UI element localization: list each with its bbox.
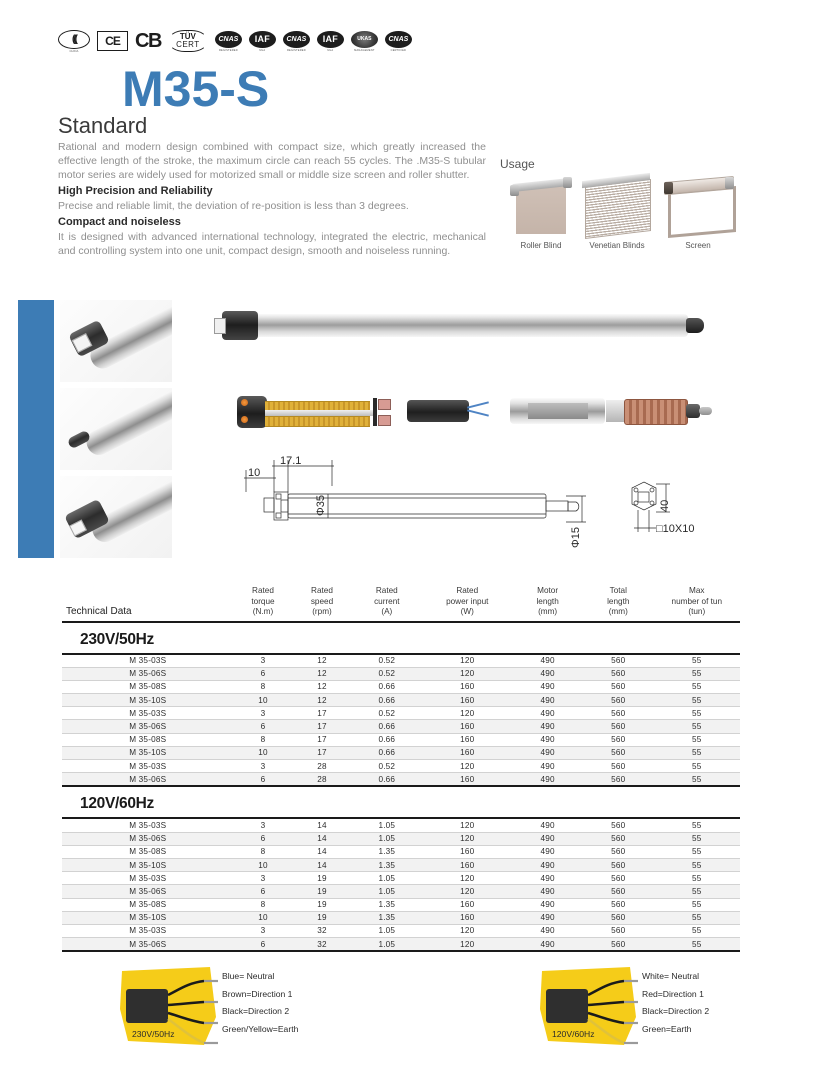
table-cell-turns: 55 — [654, 832, 740, 845]
table-cell-total_len: 560 — [583, 654, 654, 668]
table-cell-motor_len: 490 — [512, 694, 583, 707]
table-cell-turns: 55 — [654, 720, 740, 733]
table-cell-current: 0.66 — [351, 733, 422, 746]
wire-label-black-direction-2: Black=Direction 2 — [222, 1006, 290, 1016]
table-row — [62, 720, 740, 733]
certification-logo-strip — [58, 24, 412, 58]
cnas-logo-1 — [215, 31, 242, 52]
table-cell-motor_len: 490 — [512, 654, 583, 668]
table-cell-model: M 35-06S — [62, 885, 233, 898]
feature-2-text: It is designed with advanced international technology, integrated the electric, mechanical and controlling system into one unit, compact design, smooth and noiseless running. — [58, 231, 486, 257]
wiring-diagram-230v — [118, 965, 428, 1057]
table-cell-model: M 35-08S — [62, 898, 233, 911]
table-row — [62, 680, 740, 693]
iaf-logo-2 — [317, 31, 344, 52]
ukas-logo — [351, 31, 378, 52]
table-cell-power: 160 — [422, 680, 512, 693]
table-cell-total_len: 560 — [583, 845, 654, 858]
usage-label: Usage — [500, 157, 535, 171]
table-cell-model: M 35-06S — [62, 832, 233, 845]
table-cell-current: 0.66 — [351, 773, 422, 787]
table-row — [62, 832, 740, 845]
table-header-row — [62, 586, 740, 621]
table-cell-motor_len: 490 — [512, 667, 583, 680]
cnas-icon-2: CNAS — [283, 31, 310, 48]
table-cell-current: 0.66 — [351, 720, 422, 733]
ukas-sub: MANAGEMENT — [354, 48, 375, 52]
cnas-icon-1: CNAS — [215, 31, 242, 48]
voltage-label-120v: 120V/60Hz — [552, 1029, 595, 1039]
table-cell-current: 1.05 — [351, 832, 422, 845]
table-cell-turns: 55 — [654, 667, 740, 680]
table-cell-turns: 55 — [654, 773, 740, 787]
wire-label-red-direction-1: Red=Direction 1 — [642, 988, 704, 999]
tuv-icon — [168, 30, 208, 52]
table-cell-torque: 10 — [233, 858, 292, 871]
table-cell-motor_len: 490 — [512, 720, 583, 733]
table-cell-model: M 35-08S — [62, 680, 233, 693]
table-cell-power: 120 — [422, 818, 512, 832]
table-cell-speed: 19 — [292, 911, 351, 924]
table-cell-model: M 35-06S — [62, 938, 233, 952]
table-row — [62, 911, 740, 924]
tuv-label: TÜV — [179, 32, 196, 41]
table-cell-torque: 8 — [233, 845, 292, 858]
table-cell-motor_len: 490 — [512, 773, 583, 787]
venetian-blinds-illustration — [582, 175, 652, 235]
table-cell-power: 160 — [422, 845, 512, 858]
table-cell-speed: 17 — [292, 746, 351, 759]
table-cell-total_len: 560 — [583, 707, 654, 720]
usage-item-screen — [662, 175, 734, 250]
table-cell-speed: 17 — [292, 720, 351, 733]
table-row — [62, 938, 740, 952]
table-cell-speed: 32 — [292, 938, 351, 952]
table-row — [62, 818, 740, 832]
iaf-sub-1: MLA — [259, 48, 266, 52]
table-cell-motor_len: 490 — [512, 832, 583, 845]
table-cell-turns: 55 — [654, 680, 740, 693]
table-cell-current: 1.05 — [351, 872, 422, 885]
ccc-logo — [58, 30, 90, 53]
page-subtitle: Standard — [58, 113, 148, 138]
tuv-cert-label: CERT — [176, 40, 200, 49]
table-cell-current: 0.52 — [351, 667, 422, 680]
usage-caption-roller-blind: Roller Blind — [520, 241, 562, 250]
header-rated-torque: Rated torque (N.m) — [251, 586, 275, 616]
exploded-view-diagram — [215, 388, 710, 436]
table-cell-torque: 3 — [233, 654, 292, 668]
usage-caption-screen: Screen — [685, 241, 711, 250]
table-cell-total_len: 560 — [583, 760, 654, 773]
table-row — [62, 858, 740, 871]
table-cell-turns: 55 — [654, 898, 740, 911]
table-cell-motor_len: 490 — [512, 898, 583, 911]
table-row — [62, 760, 740, 773]
table-cell-total_len: 560 — [583, 667, 654, 680]
table-row — [62, 746, 740, 759]
cb-icon: CB — [135, 30, 161, 52]
header-motor-length: Motor length (mm) — [536, 586, 559, 616]
screen-illustration — [662, 175, 734, 235]
tuv-cert-logo — [168, 30, 208, 52]
table-cell-total_len: 560 — [583, 694, 654, 707]
table-cell-turns: 55 — [654, 938, 740, 952]
table-cell-torque: 8 — [233, 898, 292, 911]
table-cell-motor_len: 490 — [512, 818, 583, 832]
blue-accent-bar — [18, 300, 54, 558]
table-cell-power: 120 — [422, 872, 512, 885]
table-cell-model: M 35-08S — [62, 733, 233, 746]
table-row — [62, 845, 740, 858]
table-cell-power: 160 — [422, 773, 512, 787]
table-cell-current: 0.66 — [351, 694, 422, 707]
table-cell-power: 160 — [422, 694, 512, 707]
table-cell-power: 160 — [422, 733, 512, 746]
table-cell-speed: 12 — [292, 654, 351, 668]
iaf-logo-1 — [249, 31, 276, 52]
table-cell-power: 160 — [422, 858, 512, 871]
table-cell-current: 0.52 — [351, 654, 422, 668]
product-thumbnail-head-detail — [60, 300, 172, 382]
table-row — [62, 707, 740, 720]
table-cell-current: 0.66 — [351, 680, 422, 693]
table-cell-torque: 10 — [233, 746, 292, 759]
table-cell-turns: 55 — [654, 858, 740, 871]
table-cell-model: M 35-06S — [62, 773, 233, 787]
table-cell-turns: 55 — [654, 654, 740, 668]
table-row — [62, 654, 740, 668]
feature-1-text: Precise and reliable limit, the deviation of re-position is less than 3 degrees. — [58, 200, 409, 212]
table-cell-motor_len: 490 — [512, 845, 583, 858]
table-cell-turns: 55 — [654, 733, 740, 746]
table-row — [62, 773, 740, 787]
table-cell-model: M 35-08S — [62, 845, 233, 858]
table-body — [62, 622, 740, 952]
table-cell-speed: 12 — [292, 680, 351, 693]
wire-label-blue-neutral: Blue= Neutral — [222, 971, 275, 981]
table-row — [62, 667, 740, 680]
table-cell-model: M 35-03S — [62, 924, 233, 937]
table-group-row — [62, 622, 740, 653]
table-cell-total_len: 560 — [583, 746, 654, 759]
table-cell-speed: 17 — [292, 707, 351, 720]
table-cell-speed: 12 — [292, 667, 351, 680]
table-group-title: 230V/50Hz — [80, 630, 154, 648]
dimension-drawing — [236, 452, 756, 557]
dim-label-phi35: Φ35 — [315, 494, 327, 516]
table-cell-power: 120 — [422, 760, 512, 773]
header-total-length: Total length (mm) — [607, 586, 630, 616]
table-row — [62, 898, 740, 911]
table-cell-power: 120 — [422, 924, 512, 937]
table-cell-speed: 17 — [292, 733, 351, 746]
wire-legend-230v — [222, 971, 298, 1034]
table-group-row — [62, 786, 740, 817]
table-cell-turns: 55 — [654, 694, 740, 707]
table-cell-model: M 35-10S — [62, 911, 233, 924]
table-cell-torque: 3 — [233, 760, 292, 773]
table-row — [62, 924, 740, 937]
table-row — [62, 885, 740, 898]
header-rated-power-input: Rated power input (W) — [446, 586, 489, 616]
dim-label-phi15: Φ15 — [570, 526, 582, 548]
iaf-sub-2: MLA — [327, 48, 334, 52]
table-cell-turns: 55 — [654, 911, 740, 924]
table-row — [62, 694, 740, 707]
cnas-sub-3: CERTIFIED — [390, 48, 407, 52]
table-cell-torque: 6 — [233, 938, 292, 952]
table-cell-model: M 35-03S — [62, 760, 233, 773]
table-cell-power: 120 — [422, 654, 512, 668]
iaf-icon-1: IAF — [249, 31, 276, 48]
main-product-photo — [210, 305, 710, 347]
exploded-wire-1 — [467, 401, 489, 408]
table-cell-torque: 3 — [233, 818, 292, 832]
table-cell-speed: 28 — [292, 773, 351, 787]
table-cell-turns: 55 — [654, 707, 740, 720]
header-rated-current: Rated current (A) — [374, 586, 400, 616]
table-cell-speed: 19 — [292, 885, 351, 898]
wire-legend-120v — [642, 971, 709, 1034]
table-cell-torque: 10 — [233, 911, 292, 924]
ukas-icon: UKAS — [351, 31, 378, 48]
table-cell-motor_len: 490 — [512, 707, 583, 720]
iaf-icon-2: IAF — [317, 31, 344, 48]
cnas-logo-3 — [385, 31, 412, 52]
cb-logo — [135, 31, 161, 51]
table-cell-current: 1.05 — [351, 885, 422, 898]
table-cell-turns: 55 — [654, 924, 740, 937]
table-cell-speed: 12 — [292, 694, 351, 707]
table-cell-total_len: 560 — [583, 885, 654, 898]
dim-label-square-10x10: □10X10 — [656, 523, 695, 535]
table-cell-torque: 8 — [233, 733, 292, 746]
table-cell-current: 0.66 — [351, 746, 422, 759]
table-cell-power: 160 — [422, 898, 512, 911]
table-cell-motor_len: 490 — [512, 911, 583, 924]
ccc-icon: ((( — [58, 30, 90, 49]
table-cell-current: 1.05 — [351, 924, 422, 937]
table-cell-power: 160 — [422, 911, 512, 924]
feature-1-title: High Precision and Reliability — [58, 185, 213, 197]
table-cell-speed: 14 — [292, 818, 351, 832]
table-cell-total_len: 560 — [583, 858, 654, 871]
table-cell-motor_len: 490 — [512, 872, 583, 885]
wire-label-green-earth: Green=Earth — [642, 1023, 692, 1034]
table-cell-model: M 35-03S — [62, 818, 233, 832]
table-cell-model: M 35-03S — [62, 872, 233, 885]
table-cell-speed: 14 — [292, 845, 351, 858]
table-cell-torque: 6 — [233, 773, 292, 787]
dim-label-10: 10 — [248, 467, 261, 479]
table-cell-torque: 10 — [233, 694, 292, 707]
table-cell-motor_len: 490 — [512, 938, 583, 952]
ccc-sub: CHINA — [69, 49, 79, 53]
table-cell-speed: 14 — [292, 858, 351, 871]
exploded-tube-assembly — [510, 398, 710, 424]
table-cell-torque: 3 — [233, 707, 292, 720]
cnas-sub-1: REGISTERED — [218, 48, 238, 52]
table-cell-speed: 28 — [292, 760, 351, 773]
dim-label-17-1: 17.1 — [280, 455, 302, 467]
table-cell-total_len: 560 — [583, 680, 654, 693]
product-thumbnail-crown-end — [60, 476, 172, 558]
table-cell-motor_len: 490 — [512, 924, 583, 937]
table-cell-turns: 55 — [654, 872, 740, 885]
table-cell-total_len: 560 — [583, 898, 654, 911]
table-cell-torque: 3 — [233, 924, 292, 937]
table-cell-power: 120 — [422, 667, 512, 680]
table-cell-torque: 8 — [233, 680, 292, 693]
table-cell-model: M 35-06S — [62, 667, 233, 680]
table-row — [62, 733, 740, 746]
table-cell-motor_len: 490 — [512, 733, 583, 746]
exploded-wire-2 — [467, 409, 489, 416]
table-cell-total_len: 560 — [583, 832, 654, 845]
page-title: M35-S — [122, 61, 270, 117]
ce-icon: CE — [97, 31, 128, 51]
table-cell-motor_len: 490 — [512, 858, 583, 871]
feature-2-title: Compact and noiseless — [58, 216, 181, 228]
table-cell-current: 1.35 — [351, 858, 422, 871]
table-cell-turns: 55 — [654, 746, 740, 759]
voltage-label-230v: 230V/50Hz — [132, 1029, 175, 1039]
cnas-icon-3: CNAS — [385, 31, 412, 48]
table-cell-speed: 14 — [292, 832, 351, 845]
table-cell-current: 0.52 — [351, 707, 422, 720]
dim-label-40: 40 — [659, 499, 671, 512]
exploded-end-cap — [407, 400, 469, 422]
table-cell-power: 120 — [422, 938, 512, 952]
table-cell-model: M 35-10S — [62, 746, 233, 759]
table-cell-model: M 35-03S — [62, 654, 233, 668]
exploded-motor-core — [215, 394, 390, 430]
table-cell-total_len: 560 — [583, 720, 654, 733]
wire-label-brown-direction-1: Brown=Direction 1 — [222, 988, 293, 999]
table-cell-model: M 35-10S — [62, 694, 233, 707]
table-cell-power: 120 — [422, 885, 512, 898]
table-cell-model: M 35-03S — [62, 707, 233, 720]
table-cell-motor_len: 490 — [512, 885, 583, 898]
table-cell-motor_len: 490 — [512, 746, 583, 759]
table-cell-turns: 55 — [654, 885, 740, 898]
cnas-logo-2 — [283, 31, 310, 52]
table-cell-torque: 3 — [233, 872, 292, 885]
usage-item-roller-blind — [510, 177, 572, 250]
table-cell-motor_len: 490 — [512, 680, 583, 693]
table-cell-turns: 55 — [654, 845, 740, 858]
table-cell-power: 160 — [422, 746, 512, 759]
technical-data-table-wrapper — [62, 586, 740, 952]
table-cell-speed: 32 — [292, 924, 351, 937]
product-thumbnail-pin-end — [60, 388, 172, 470]
table-cell-model: M 35-06S — [62, 720, 233, 733]
table-cell-total_len: 560 — [583, 872, 654, 885]
table-cell-current: 1.05 — [351, 938, 422, 952]
ce-logo — [97, 31, 128, 51]
wire-label-black-direction-2: Black=Direction 2 — [642, 1006, 710, 1016]
table-cell-torque: 6 — [233, 667, 292, 680]
usage-item-venetian-blinds — [582, 175, 652, 250]
wire-label-green-yellow-earth: Green/Yellow=Earth — [222, 1023, 299, 1034]
table-cell-total_len: 560 — [583, 924, 654, 937]
wiring-diagram-120v — [538, 965, 820, 1057]
cnas-sub-2: REGISTERED — [286, 48, 306, 52]
wire-label-white-neutral: White= Neutral — [642, 971, 700, 981]
table-cell-total_len: 560 — [583, 938, 654, 952]
table-cell-power: 120 — [422, 707, 512, 720]
table-cell-power: 120 — [422, 832, 512, 845]
description-intro: Rational and modern design combined with compact size, which greatly increased the effective length of the stroke, the maximum circle can reach 55 cycles. The .M35-S tubular motor series are widely used for motorized small or middle size screen and roller shutter. — [58, 141, 486, 181]
header-max-turns: Max number of tun (tun) — [671, 586, 723, 616]
table-cell-total_len: 560 — [583, 733, 654, 746]
table-cell-speed: 19 — [292, 898, 351, 911]
roller-blind-illustration — [510, 177, 572, 235]
usage-section — [500, 157, 790, 250]
table-cell-current: 1.35 — [351, 898, 422, 911]
table-cell-torque: 6 — [233, 885, 292, 898]
table-cell-total_len: 560 — [583, 818, 654, 832]
table-cell-torque: 6 — [233, 720, 292, 733]
table-cell-turns: 55 — [654, 760, 740, 773]
table-cell-current: 1.35 — [351, 845, 422, 858]
technical-data-table — [62, 586, 740, 952]
table-cell-total_len: 560 — [583, 773, 654, 787]
description-block — [58, 140, 486, 259]
table-cell-current: 1.35 — [351, 911, 422, 924]
table-cell-current: 0.52 — [351, 760, 422, 773]
table-cell-model: M 35-10S — [62, 858, 233, 871]
technical-data-label: Technical Data — [66, 606, 132, 617]
table-cell-power: 160 — [422, 720, 512, 733]
table-cell-turns: 55 — [654, 818, 740, 832]
header-rated-speed: Rated speed (rpm) — [310, 586, 334, 616]
table-cell-motor_len: 490 — [512, 760, 583, 773]
table-cell-total_len: 560 — [583, 911, 654, 924]
table-cell-torque: 6 — [233, 832, 292, 845]
table-cell-current: 1.05 — [351, 818, 422, 832]
table-group-title: 120V/60Hz — [80, 795, 154, 813]
table-cell-speed: 19 — [292, 872, 351, 885]
table-row — [62, 872, 740, 885]
usage-caption-venetian-blinds: Venetian Blinds — [589, 241, 645, 250]
product-thumbnail-list — [60, 300, 172, 564]
